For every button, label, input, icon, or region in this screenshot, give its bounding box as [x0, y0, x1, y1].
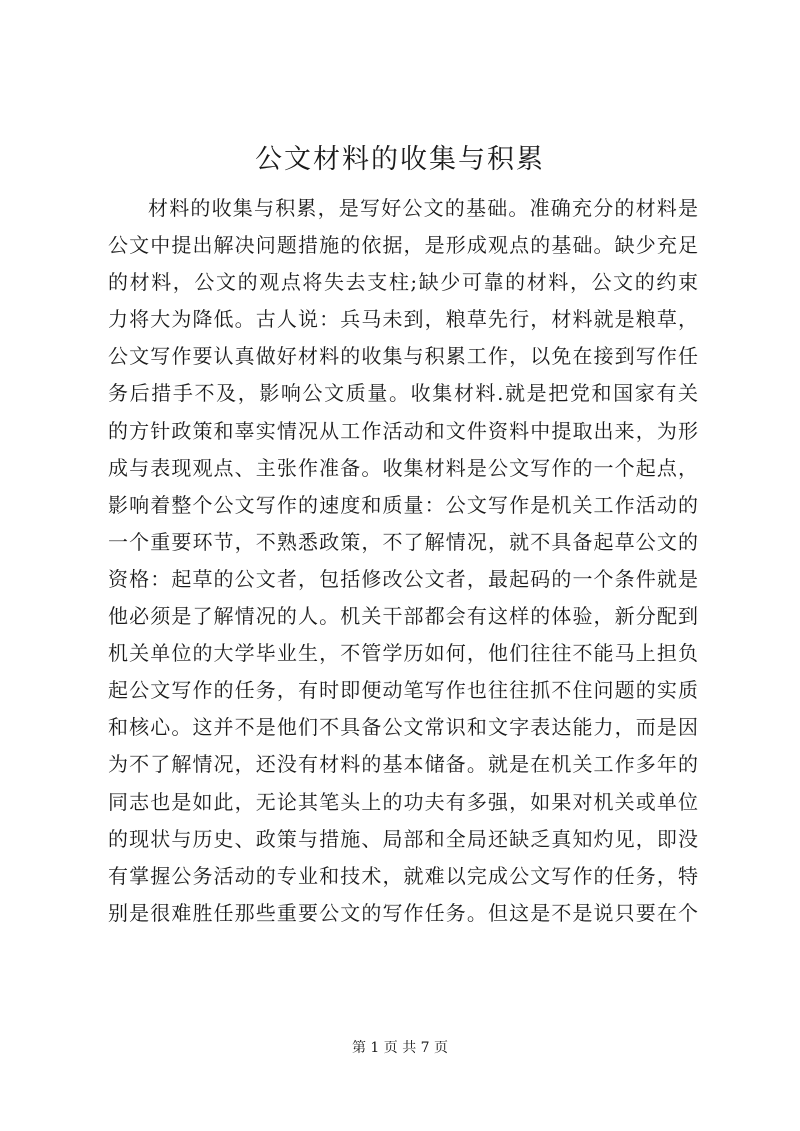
- text-line: 力将大为降低。古人说：兵马未到，粮草先行，材料就是粮草，: [108, 307, 698, 332]
- text-line: 为不了解情况，还没有材料的基本储备。就是在机关工作多年的: [108, 752, 698, 777]
- text-line: 机关单位的大学毕业生，不管学历如何，他们往往不能马上担负: [108, 641, 698, 666]
- text-line: 别是很难胜任那些重要公文的写作任务。但这是不是说只要在个: [108, 900, 698, 925]
- text-line: 的材料，公文的观点将失去支柱;缺少可靠的材料，公文的约束: [108, 270, 698, 295]
- text-line: 和核心。这并不是他们不具备公文常识和文字表达能力，而是因: [108, 715, 698, 740]
- page-footer: 第 1 页 共 7 页: [351, 1040, 449, 1056]
- page-title: 公文材料的收集与积累: [255, 144, 545, 175]
- text-line: 资格：起草的公文者，包括修改公文者，最起码的一个条件就是: [108, 566, 698, 591]
- text-line: 影响着整个公文写作的速度和质量：公文写作是机关工作活动的: [108, 492, 698, 517]
- text-line: 成与表现观点、主张作准备。收集材料是公文写作的一个起点，: [108, 455, 698, 480]
- text-line: 起公文写作的任务，有时即便动笔写作也往往抓不住问题的实质: [108, 678, 698, 703]
- text-line: 公文中提出解决问题措施的依据，是形成观点的基础。缺少充足: [108, 233, 698, 258]
- text-line: 一个重要环节，不熟悉政策，不了解情况，就不具备起草公文的: [108, 529, 698, 554]
- text-line: 他必须是了解情况的人。机关干部都会有这样的体验，新分配到: [108, 604, 698, 629]
- text-line: 材料的收集与积累，是写好公文的基础。准确充分的材料是: [148, 196, 698, 220]
- text-line: 的方针政策和辜实情况从工作活动和文件资料中提取出来，为形: [108, 418, 698, 443]
- text-line: 的现状与历史、政策与措施、局部和全局还缺乏真知灼见，即没: [108, 826, 698, 851]
- body-text: [108, 190, 698, 932]
- text-line: 有掌握公务活动的专业和技术，就难以完成公文写作的任务，特: [108, 863, 698, 888]
- text-line: 公文写作要认真做好材料的收集与积累工作，以免在接到写作任: [108, 344, 698, 369]
- text-line: 同志也是如此，无论其笔头上的功夫有多强，如果对机关或单位: [108, 789, 698, 814]
- text-line: 务后措手不及，影响公文质量。收集材料.就是把党和国家有关: [108, 381, 698, 406]
